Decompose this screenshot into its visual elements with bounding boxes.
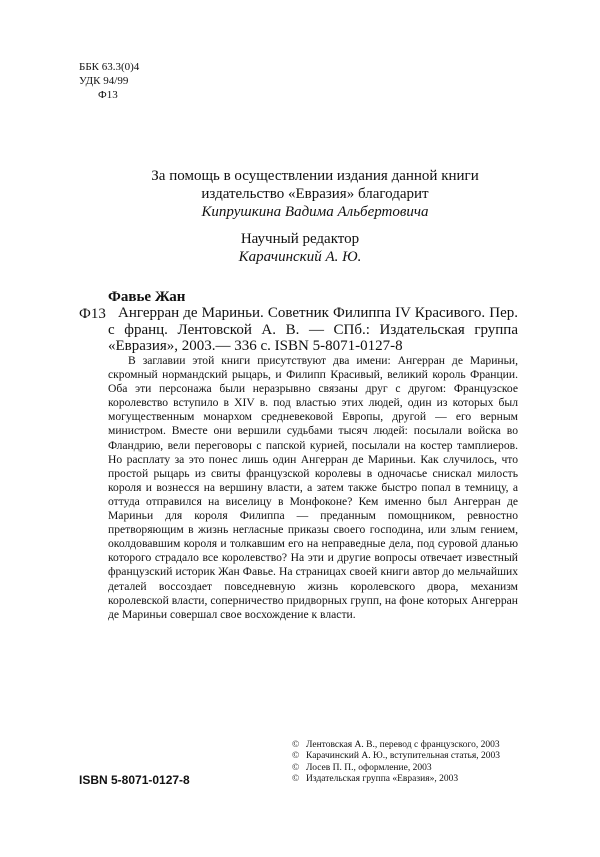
editor-name: Карачинский А. Ю. [238,249,362,265]
udk-code: УДК 94/99 [79,75,129,87]
copyright-line [292,751,500,762]
book-author: Фавье Жан [108,289,186,305]
scientific-editor [180,230,420,266]
copyright-text: Лентовская А. В., перевод с французского, 2003 [306,740,500,750]
bbk-code: ББК 63.3(0)4 [79,61,140,73]
copyright-text: Лосев П. П., оформление, 2003 [306,762,432,773]
copyright-icon: © [292,740,300,750]
copyright-line [292,774,500,785]
copyright-text: Карачинский А. Ю., вступительная статья, 2003 [306,751,500,762]
copyright-line [292,740,500,751]
acknowledgement-line-1: За помощь в осуществлении издания данной книги [151,168,479,184]
bibliographic-text: Ангерран де Мариньи. Советник Филиппа IV Красивого. Пер. с франц. Лентовской А. В. — СПб.: Издательская группа «Евразия», 2003.— 336 с. ISBN 5-8071-0127-8 [108,305,518,355]
author-mark: Ф13 [98,89,118,101]
copyright-notices [292,740,500,786]
classification-codes [79,60,139,102]
editor-role: Научный редактор [240,231,360,247]
copyright-icon: © [292,774,300,785]
copyright-icon: © [292,751,300,762]
acknowledgement [110,167,520,221]
book-annotation: В заглавии этой книги присутствуют два имени: Ангерран де Мариньи, скромный нормандский рыцарь, и Филипп Красивый, великий король Франции. Оба эти персонажа были неразрывно связаны друг с другом: Французское королевство вступило в XIV в. под властью этих людей, один из которых был могущественным монархом средневековой Европы, другой — его верным министром. Вместе они вершили судьбами тысяч людей: посылали войска во Фландрию, вели переговоры с папской курией, посылали на костер тамплиеров. Но расплату за это понес лишь один Ангерран де Мариньи. Как случилось, что простой рыцарь из свиты французской королевы в одночасье снискал милость короля и вознесся на вершину власти, а затем также быстро попал в темницу, а оттуда отправился на виселицу в Монфоконе? Кем именно был Ангерран де Мариньи для короля Филиппа — преданным помощником, ревностно претворяющим в жизнь негласные приказы своего господина, или злым гением, околдовавшим короля и толкавшим его на неправедные дела, под суровой дланью которого страдало все королевство? На эти и другие вопросы отвечает известный французский историк Жан Фавье. На страницах своей книги автор до мельчайших деталей воссоздает повседневную жизнь королевского двора, механизм королевской власти, соперничество придворных групп, на фоне которых Ангерран де Мариньи совершал свое восхождение к власти. [108,354,518,621]
acknowledgement-line-2: издательство «Евразия» благодарит [201,186,429,202]
bibliography-mark: Ф13 [79,306,106,322]
bibliographic-description [108,305,518,355]
copyright-line [292,763,500,774]
copyright-text: Издательская группа «Евразия», 2003 [306,774,459,785]
isbn: ISBN 5-8071-0127-8 [79,773,190,787]
copyright-icon: © [292,762,300,773]
sponsor-name: Кипрушкина Вадима Альбертовича [201,204,429,220]
